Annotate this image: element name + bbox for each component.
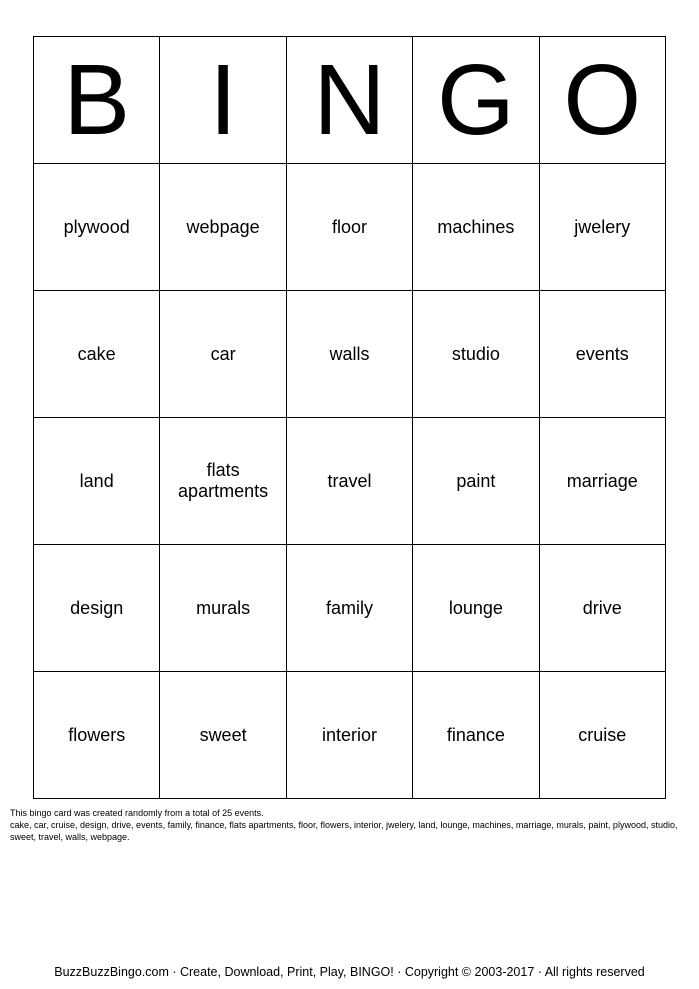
- grid-cell: marriage: [539, 418, 665, 545]
- grid-cell: lounge: [413, 545, 539, 672]
- grid-cell: murals: [160, 545, 286, 672]
- grid-cell: jwelery: [539, 164, 665, 291]
- grid-cell: interior: [286, 672, 412, 799]
- grid-cell: land: [34, 418, 160, 545]
- grid-cell-text: flats apartments: [178, 460, 269, 501]
- grid-cell: finance: [413, 672, 539, 799]
- grid-cell: cruise: [539, 672, 665, 799]
- grid-cell: design: [34, 545, 160, 672]
- card-footnote: [10, 807, 690, 843]
- grid-cell: floor: [286, 164, 412, 291]
- grid-row: [34, 291, 666, 418]
- grid-cell: cake: [34, 291, 160, 418]
- grid-cell: studio: [413, 291, 539, 418]
- grid-cell: events: [539, 291, 665, 418]
- grid-cell: flowers: [34, 672, 160, 799]
- footnote-word-list: cake, car, cruise, design, drive, events, family, finance, flats apartments, floor, flowers, interior, jwelery, land, lounge, machines, marriage, murals, paint, plywood, studio, sweet, travel, walls, webpage.: [10, 820, 678, 842]
- grid-cell: machines: [413, 164, 539, 291]
- grid-cell: family: [286, 545, 412, 672]
- grid-cell: travel: [286, 418, 412, 545]
- header-letter-o: O: [539, 37, 665, 164]
- grid-row: [34, 164, 666, 291]
- grid-row: [34, 545, 666, 672]
- grid-row: [34, 418, 666, 545]
- grid-cell: paint: [413, 418, 539, 545]
- grid-cell: drive: [539, 545, 665, 672]
- grid-cell: webpage: [160, 164, 286, 291]
- page-footer: BuzzBuzzBingo.com · Create, Download, Print, Play, BINGO! · Copyright © 2003-2017 · All rights reserved: [54, 965, 645, 979]
- footnote-summary: This bingo card was created randomly from a total of 25 events.: [10, 808, 264, 818]
- header-letter-b: B: [34, 37, 160, 164]
- grid-cell: [160, 418, 286, 545]
- header-letter-n: N: [286, 37, 412, 164]
- grid-row: [34, 672, 666, 799]
- grid-cell: walls: [286, 291, 412, 418]
- grid-cell: plywood: [34, 164, 160, 291]
- header-row: [34, 37, 666, 164]
- header-letter-g: G: [413, 37, 539, 164]
- grid-cell: car: [160, 291, 286, 418]
- grid-cell: sweet: [160, 672, 286, 799]
- bingo-card: [33, 36, 666, 799]
- header-letter-i: I: [160, 37, 286, 164]
